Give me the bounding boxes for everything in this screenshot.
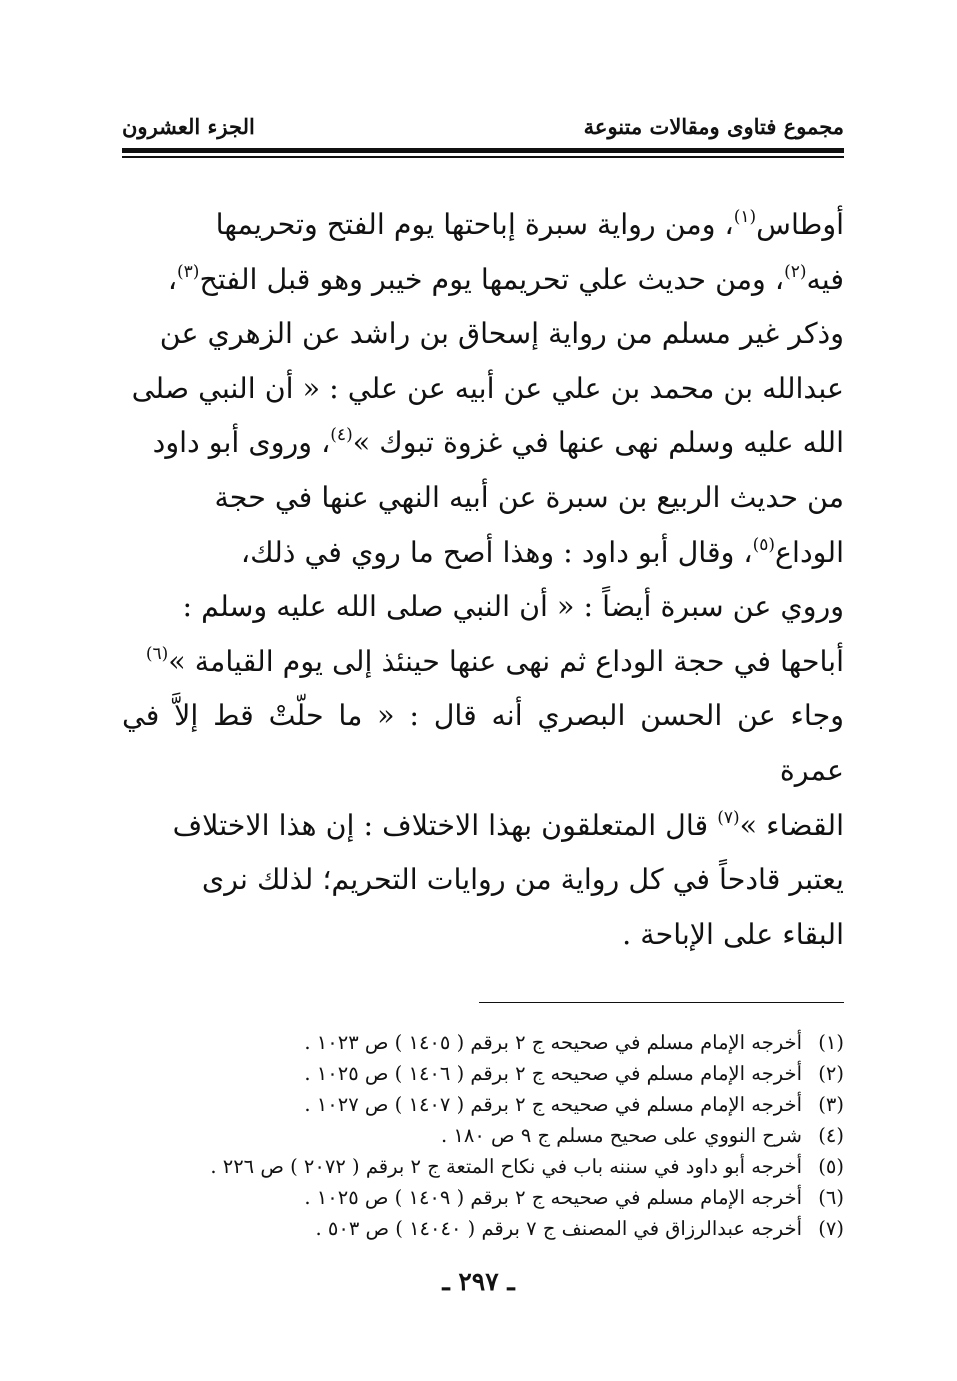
footnote-number: (٥) [818, 1155, 844, 1179]
footnote-text: أخرجه الإمام مسلم في صحيحه ج ٢ برقم ( ١٤٠٥ ) ص ١٠٢٣ . [304, 1031, 802, 1055]
body-line: القضاء »$^{(٧)}$ قال المتعلقون بهذا الاختلاف : إن هذا الاختلاف [172, 807, 844, 842]
body-line: عبدالله بن محمد بن علي عن أبيه عن علي : « أن النبي صلى [131, 371, 844, 405]
footnote-ref: (٦) [145, 643, 169, 664]
body-text [122, 198, 844, 962]
body-line: البقاء على الإباحة . [622, 917, 844, 951]
document-page [122, 108, 844, 1244]
book-title: مجموع فتاوى ومقالات متنوعة [583, 114, 844, 139]
body-line: وروي عن سبرة أيضاً : « أن النبي صلى الله عليه وسلم : [182, 590, 844, 624]
footnote-item [116, 1027, 844, 1058]
body-line: أباحها في حجة الوداع ثم نهى عنها حينئذ إلى يوم القيامة »$^{(٦)}$ [145, 643, 844, 678]
footnote-ref: (٣) [177, 261, 200, 282]
running-header [122, 108, 844, 142]
footnote-item [116, 1089, 844, 1120]
footnote-number: (١) [818, 1031, 844, 1055]
footnote-ref: (٤) [330, 425, 353, 446]
body-line: أوطاس$^{(١)}$، ومن رواية سبرة إباحتها يوم الفتح وتحريمها [215, 207, 844, 241]
footnotes [116, 1027, 844, 1244]
body-line: وجاء عن الحسن البصري أنه قال : « ما حلّتْ قط إلاَّ في عمرة [122, 699, 844, 787]
footnote-text: أخرجه الإمام مسلم في صحيحه ج ٢ برقم ( ١٤٠٧ ) ص ١٠٢٧ . [304, 1093, 802, 1117]
body-line: فيه$^{(٢)}$، ومن حديث علي تحريمها يوم خيبر وهو قبل الفتح$^{(٣)}$، [167, 261, 844, 296]
body-line: يعتبر قادحاً في كل رواية من روايات التحريم؛ لذلك نرى [201, 863, 844, 897]
footnote-text: أخرجه أبو داود في سننه باب في نكاح المتعة ج ٢ برقم ( ٢٠٧٢ ) ص ٢٢٦ . [210, 1155, 802, 1179]
footnote-ref: (٢) [784, 261, 807, 282]
footnote-number: (٤) [818, 1124, 844, 1148]
header-rule-thin [122, 156, 844, 158]
footnote-item [116, 1058, 844, 1089]
header-rule-thick [122, 148, 844, 153]
footnote-ref: (٧) [717, 807, 740, 828]
footnote-item [116, 1182, 844, 1213]
body-line: من حديث الربيع بن سبرة عن أبيه النهي عنها في حجة [214, 480, 844, 514]
footnote-ref: (١) [733, 207, 757, 227]
footnote-text: أخرجه الإمام مسلم في صحيحه ج ٢ برقم ( ١٤٠٦ ) ص ١٠٢٥ . [304, 1062, 802, 1086]
footnote-separator [479, 1002, 844, 1003]
footnote-item [116, 1120, 844, 1151]
footnote-number: (٦) [818, 1186, 844, 1210]
footnote-ref: (٥) [752, 534, 776, 555]
footnote-number: (٢) [818, 1062, 844, 1086]
footnote-number: (٧) [818, 1217, 844, 1241]
volume-label: الجزء العشرون [122, 114, 255, 139]
footnote-text: شرح النووي على صحيح مسلم ج ٩ ص ١٨٠ . [441, 1124, 802, 1148]
footnote-item [116, 1151, 844, 1182]
body-line: الوداع$^{(٥)}$، وقال أبو داود : وهذا أصح ما روي في ذلك، [240, 534, 844, 569]
footnote-text: أخرجه عبدالرزاق في المصنف ج ٧ برقم ( ١٤٠٤٠ ) ص ٥٠٣ . [315, 1217, 802, 1241]
footnote-text: أخرجه الإمام مسلم في صحيحه ج ٢ برقم ( ١٤٠٩ ) ص ١٠٢٥ . [304, 1186, 802, 1210]
body-line: وذكر غير مسلم من رواية إسحاق بن راشد عن الزهري عن [159, 317, 844, 351]
body-line: الله عليه وسلم نهى عنها في غزوة تبوك »$^{(٤)}$، وروى أبو داود [152, 425, 844, 460]
footnote-item [116, 1213, 844, 1244]
page-number: ـ ٢٩٧ ـ [442, 1267, 515, 1296]
footnote-number: (٣) [818, 1093, 844, 1117]
